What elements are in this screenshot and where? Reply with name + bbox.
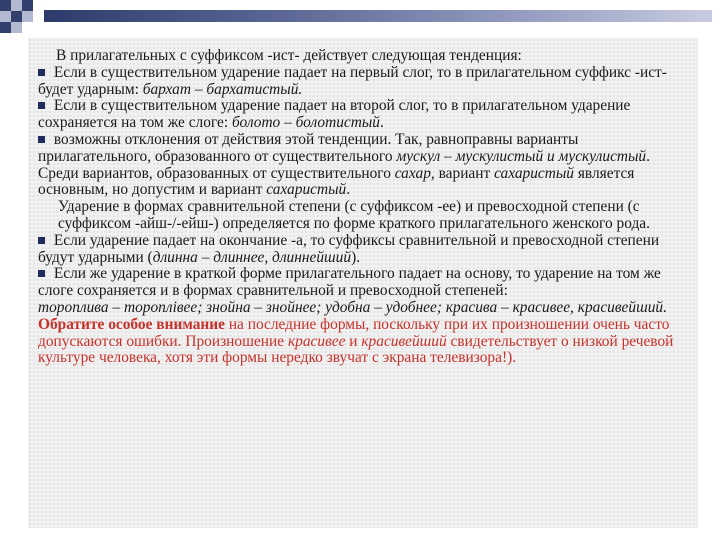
bullet-item-stem-stress: Если же ударение в краткой форме прилагательного падает на основу, то ударение на том же слоге сохраняется и в формах сравнительной и превосходной степеней:: [38, 266, 690, 300]
slide-content: [38, 48, 690, 367]
intro-paragraph: В прилагательных с суффиксом -ист- действует следующая тенденция:: [56, 47, 522, 64]
bullet-item-second-syllable: Если в существительном ударение падает на второй слог, то в прилагательном ударение сохраняется на том же слоге: болото – болотистый.: [38, 98, 690, 132]
bullet-item-first-syllable: Если в существительном ударение падает на первый слог, то в прилагательном суффикс -ист- будет ударным: бархат – бархатистый.: [38, 65, 690, 99]
warning-paragraph: Обратите особое внимание на последние формы, поскольку при их произношении очень часто допускаются ошибки. Произношение красивее и красивейший свидетельствует о низкой речевой культуре человека, хотя эти формы нередко звучат с экрана телевизора!).: [38, 315, 674, 367]
comparative-degree-paragraph: Ударение в формах сравнительной степени (с суффиксом -ее) и превосходной степени (с суффиксом -айш-/-ейш-) определяется по форме краткого прилагательного женского рода.: [58, 198, 650, 232]
bullet-item-exceptions: возможны отклонения от действия этой тенденции. Так, равноправны варианты прилагательного, образованного от существительного мускул – мускулистый и мускулистый. Среди вариантов, образованных от существительного сахар, вариант сахаристый является основным, но допустим и вариант сахаристый.: [38, 132, 690, 199]
bullet-item-ending-stress: Если ударение падает на окончание -а, то суффиксы сравнительной и превосходной степени будут ударными (длинна – длиннее, длиннейший).: [38, 233, 690, 267]
examples-line: тороплива – тороплівее; знойна – знойнее; удобна – удобнее; красива – красивее, красивейший.: [38, 298, 667, 316]
header-gradient-bar: [44, 10, 712, 22]
